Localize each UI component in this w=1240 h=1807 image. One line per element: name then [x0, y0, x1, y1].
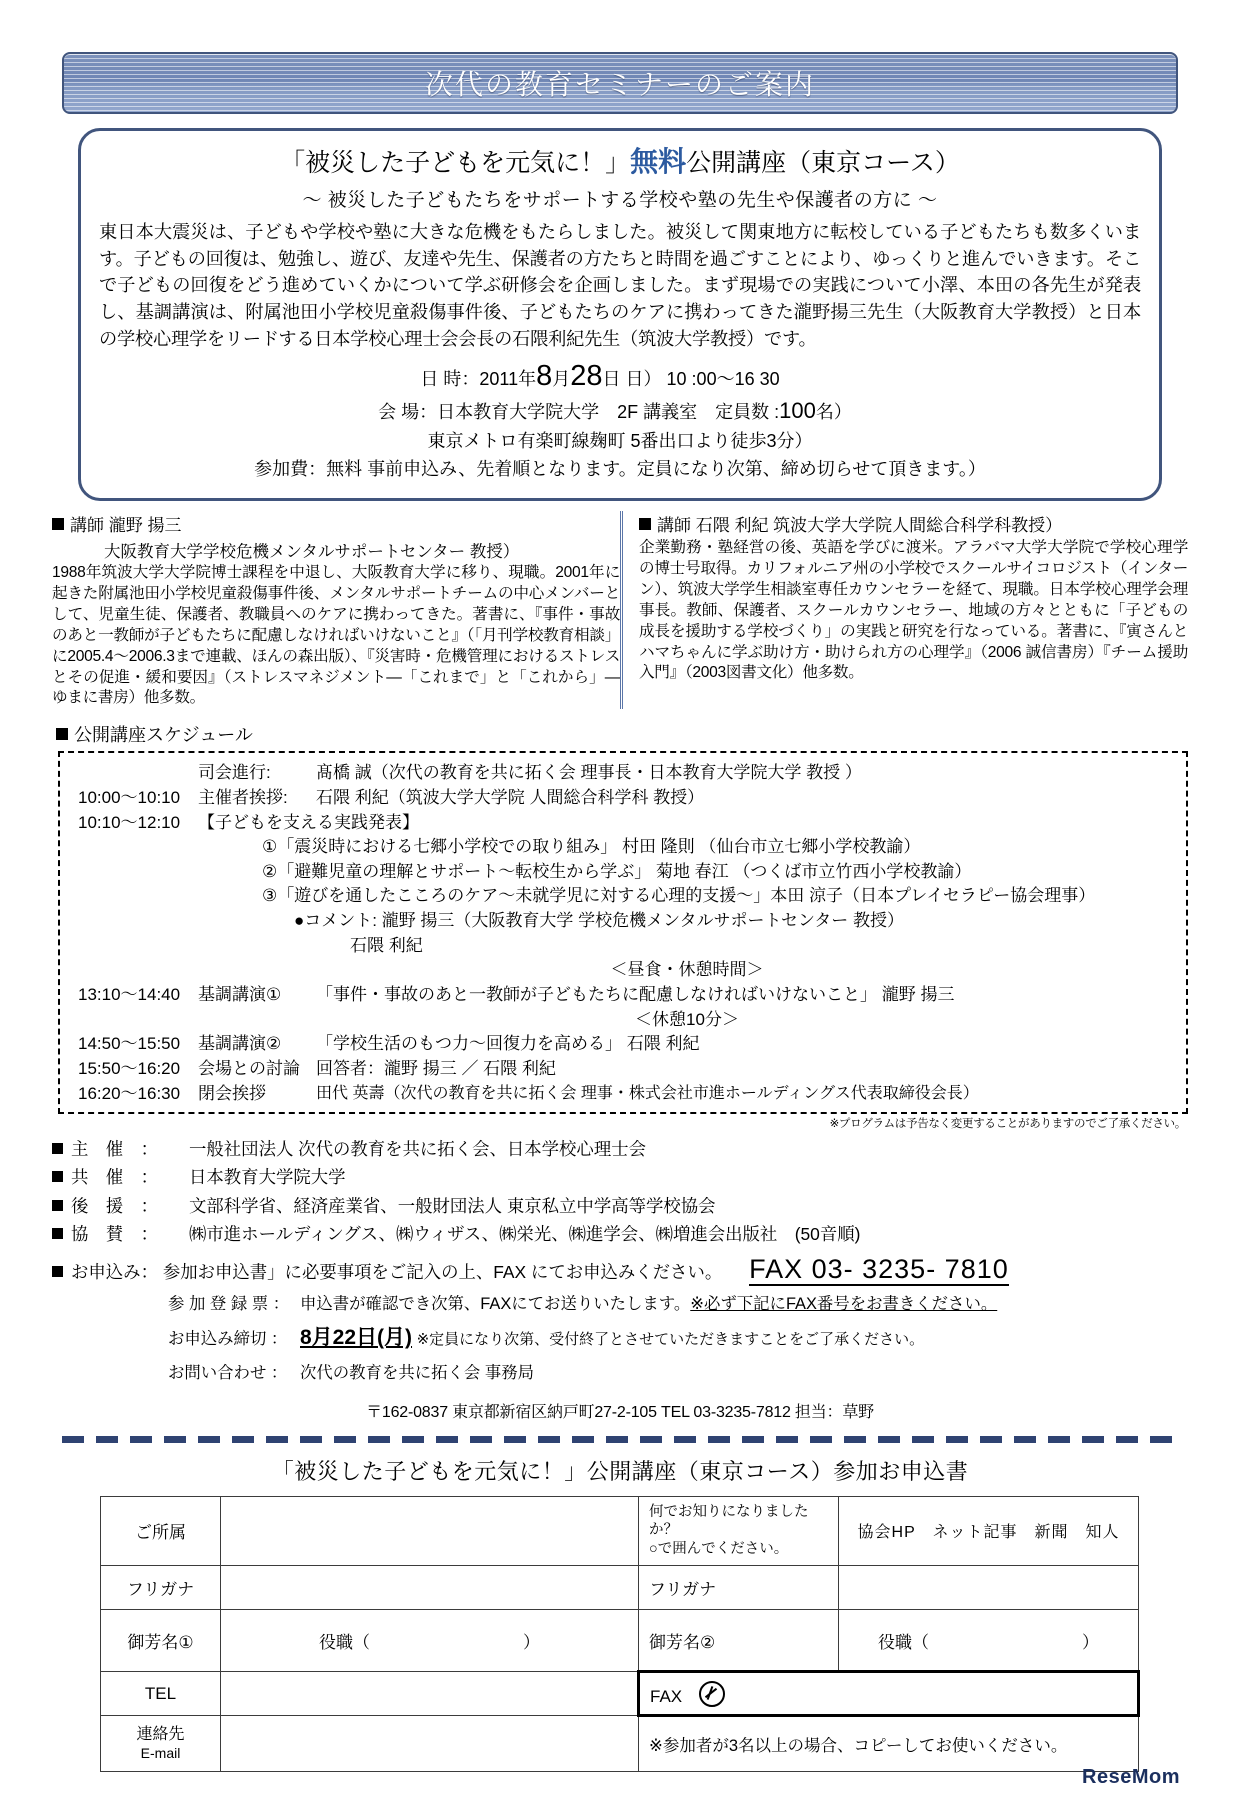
bullet-square-icon	[52, 518, 64, 530]
lecturer-profile-takino	[52, 511, 620, 709]
bullet-square-icon	[52, 1143, 63, 1154]
schedule-row	[70, 811, 1176, 836]
schedule-time	[70, 934, 198, 959]
form-input-affiliation[interactable]	[221, 1496, 639, 1566]
apply-heading	[52, 1254, 1240, 1285]
date-month: 8	[536, 360, 553, 393]
apply-row-key: お申込み締切 ：	[168, 1330, 288, 1349]
form-label-fax: FAX	[650, 1686, 683, 1706]
form-fax-cell[interactable]	[639, 1672, 1139, 1716]
schedule-time	[70, 909, 198, 934]
schedule-time: 13:10～14:40	[78, 985, 181, 1005]
form-label-contact-email	[101, 1716, 221, 1772]
lecturer-bio-takino: 1988年筑波大学大学院博士課程を中退し、大阪教育大学に移り、現職。2001年に起きた附属池田小学校児童殺傷事件後、メンタルサポートチームの中心メンバーとして、児童生徒、保護者、教職員へのケアに携わってきた。著書に、『事件・事故のあと一教師が子どもたちに配慮しなければいけないこと』（「月刊学校教育相談」に2005.4～2006.3まで連載、ほんの森出版）、『災害時・危機管理におけるストレスとその促進・緩和要因』（ストレスマネジメント―「これまで」と「これから」―ゆまに書房）他多数。	[52, 564, 620, 707]
logo-mom: Mom	[1131, 1766, 1180, 1788]
schedule-heading-label: 公開講座スケジュール	[74, 725, 253, 746]
schedule-footnote: ※プログラムは予告なく変更することがありますのでご了承ください。	[829, 1118, 1186, 1131]
form-label-contact-line2: E-mail	[140, 1744, 181, 1761]
schedule-desc: 石隈 利紀（筑波大学大学院 人間総合科学科 教授）	[316, 787, 705, 807]
form-question-line1: 何でお知りになりましたか？	[649, 1503, 809, 1539]
schedule-row	[70, 1057, 1176, 1082]
schedule-row	[70, 860, 1176, 885]
bullet-square-icon	[56, 728, 68, 740]
form-label-furigana-1: フリガナ	[101, 1566, 221, 1610]
free-badge: 無料	[630, 146, 687, 177]
schedule-desc: 髙橋 誠（次代の教育を共に拓く会 理事長・日本教育大学院大学 教授 ）	[316, 763, 862, 783]
lecturer-heading	[52, 511, 620, 536]
form-title: 「被災した子どもを元気に！」公開講座（東京コース）参加お申込書	[271, 1458, 969, 1484]
schedule-time: 10:00～10:10	[78, 787, 181, 807]
form-role-field-2[interactable]: 役職（ ）	[878, 1632, 1099, 1652]
schedule-desc: 回答者：瀧野 揚三 ／ 石隈 利紀	[316, 1058, 556, 1078]
table-row	[101, 1566, 1139, 1610]
seminar-title-post: 公開講座（東京コース）	[686, 149, 960, 177]
lecturer-heading	[639, 511, 1188, 536]
schedule-row	[70, 958, 1176, 983]
venue-capacity-unit: 名）	[815, 402, 852, 423]
schedule-desc: 「事件・事故のあと一教師が子どもたちに配慮しなければいけないこと」 瀧野 揚三	[316, 985, 955, 1005]
flyer-page	[0, 52, 1240, 1807]
schedule-time: 10:10～12:10	[78, 812, 181, 832]
schedule-row	[70, 1032, 1176, 1057]
sponsor-key: 協 賛 ：	[71, 1223, 158, 1244]
apply-text: 参加お申込書」に必要事項をご記入の上、FAX にてお申込みください。	[162, 1262, 723, 1282]
date-day-unit: 日	[602, 369, 621, 390]
sponsor-row-support	[52, 1192, 1240, 1220]
form-source-options[interactable]: 協会HP ネット記事 新聞 知人	[839, 1496, 1139, 1566]
date-month-unit: 月	[552, 369, 571, 390]
cut-line-divider	[62, 1436, 1178, 1443]
date-time: 10 :00～16 30	[666, 369, 780, 390]
venue-capacity: 100	[779, 398, 816, 424]
schedule-row	[70, 786, 1176, 811]
schedule-time: 14:50～15:50	[78, 1034, 181, 1054]
form-input-tel[interactable]	[221, 1672, 639, 1716]
apply-label: お申込み：	[71, 1262, 158, 1282]
apply-row-deadline	[168, 1319, 1240, 1358]
sponsor-key: 後 援 ：	[71, 1195, 158, 1216]
seminar-description: 東日本大震災は、子どもや学校や塾に大きな危機をもたらしました。被災して関東地方に転校している子どもたちも数多くいます。子どもの回復は、勉強し、遊び、友達や先生、保護者の方たちと時間を過ごすことにより、ゆっくりと進んでいきます。そこで子どもの回復をどう進めていくかについて学ぶ研修会を企画しました。まず現場での実践について小澤、本田の各先生が発表し、基調講演は、附属池田小学校児童殺傷事件後、子どもたちのケアに携わってきた瀧野揚三先生（大阪教育大学教授）と日本の学校心理学をリードする日本学校心理士会会長の石隈利紀先生（筑波大学教授）です。	[99, 221, 1141, 350]
sponsor-list	[52, 1135, 1240, 1248]
date-label: 日 時：	[420, 369, 480, 390]
sponsor-row-coorganizer	[52, 1163, 1240, 1191]
apply-deadline-date: 8月22日(月)	[300, 1326, 413, 1350]
form-question-line2: ○で囲んでください。	[649, 1541, 789, 1558]
sponsor-row-sponsor	[52, 1220, 1240, 1248]
schedule-label: 司会進行:	[198, 763, 271, 783]
table-row	[101, 1716, 1139, 1772]
bullet-square-icon	[52, 1228, 63, 1239]
schedule-time	[70, 761, 198, 786]
table-row	[101, 1496, 1139, 1566]
hero-box	[78, 128, 1162, 501]
lecturer-profiles	[52, 511, 1188, 709]
seminar-subtitle: ～ 被災した子どもたちをサポートする学校や塾の先生や保護者の方に ～	[302, 189, 938, 211]
schedule-time: 16:20～16:30	[78, 1083, 181, 1103]
apply-row-text: ※定員になり次第、受付終了とさせていただきますことをご了承ください。	[416, 1331, 925, 1349]
date-year: 2011年	[479, 369, 537, 390]
bullet-square-icon	[52, 1200, 63, 1211]
apply-row-contact	[168, 1358, 1240, 1388]
schedule-row	[70, 934, 1176, 959]
schedule-desc: 石隈 利紀	[350, 935, 423, 955]
lecturer-affiliation-takino: 大阪教育大学学校危機メンタルサポートセンター 教授）	[104, 543, 520, 562]
pen-circle-icon	[699, 1681, 725, 1707]
info-venue-line	[99, 394, 1141, 428]
form-role-field-1[interactable]: 役職（ ）	[319, 1633, 540, 1653]
apply-row-underlined: ※必ず下記にFAX番号をお書きください。	[690, 1295, 998, 1313]
schedule-heading	[56, 721, 1240, 747]
form-input-name-2[interactable]	[839, 1610, 1139, 1672]
form-label-name-2: 御芳名②	[639, 1610, 839, 1672]
venue-value: 日本教育大学院大学 2F 講義室 定員数 :	[437, 402, 780, 423]
form-label-affiliation: ご所属	[101, 1496, 221, 1566]
bullet-square-icon	[639, 518, 651, 530]
sponsor-value: 文部科学省、経済産業省、一般財団法人 東京私立中学高等学校協会	[189, 1195, 716, 1216]
lecturer-name-ishikuma: 講師 石隈 利紀 筑波大学大学院人間総合科学科教授）	[657, 516, 1063, 536]
seminar-title-pre: 「被災した子どもを元気に！」	[280, 149, 631, 177]
form-label-name-1: 御芳名①	[101, 1610, 221, 1672]
schedule-time: 15:50～16:20	[78, 1058, 181, 1078]
schedule-row	[70, 1008, 1176, 1033]
bullet-square-icon	[52, 1171, 63, 1182]
sponsor-key: 主 催 ：	[71, 1139, 158, 1160]
fax-number-highlight: FAX 03- 3235- 7810	[749, 1254, 1009, 1284]
schedule-time	[70, 835, 198, 860]
sponsor-value: 日本教育大学院大学	[189, 1167, 346, 1188]
schedule-label: 閉会挨拶	[198, 1083, 266, 1103]
bullet-square-icon	[52, 1266, 63, 1277]
header-banner	[62, 52, 1178, 114]
schedule-desc: 「学校生活のもつ力～回復力を高める」 石隈 利紀	[316, 1034, 700, 1054]
application-form-table	[100, 1496, 1140, 1773]
schedule-row	[70, 983, 1176, 1008]
schedule-desc: ＜昼食・休憩時間＞	[610, 960, 764, 980]
table-row	[101, 1672, 1139, 1716]
form-copy-note: ※参加者が3名以上の場合、コピーしてお使いください。	[639, 1716, 1139, 1772]
schedule-desc: ③「遊びを通したこころのケア～未就学児に対する心理的支援～」本田 涼子（日本プレイセラピー協会理事）	[262, 886, 1096, 906]
schedule-box	[58, 751, 1188, 1114]
apply-row-text: 次代の教育を共に拓く会 事務局	[300, 1364, 535, 1383]
apply-row-text: 申込書が確認でき次第、FAXにてお送りいたします。	[300, 1295, 691, 1313]
schedule-label: 主催者挨拶:	[198, 787, 288, 807]
form-label-tel: TEL	[101, 1672, 221, 1716]
page-title: 次代の教育セミナーのご案内	[424, 69, 815, 100]
apply-detail-rows	[168, 1289, 1240, 1389]
header-banner-wrap	[62, 52, 1178, 114]
schedule-desc: ＜休憩10分＞	[635, 1009, 739, 1029]
lecturer-name-takino: 講師 瀧野 揚三	[70, 516, 182, 536]
schedule-label: 会場との討論	[198, 1058, 300, 1078]
form-question-source	[639, 1496, 839, 1566]
venue-label: 会 場：	[378, 402, 438, 423]
schedule-time	[70, 1008, 198, 1033]
schedule-row	[70, 884, 1176, 909]
schedule-desc: ●コメント: 瀧野 揚三（大阪教育大学 学校危機メンタルサポートセンター 教授）	[294, 911, 905, 931]
resemom-logo	[1082, 1766, 1180, 1789]
info-fee-line: 参加費：無料 事前申込み、先着順となります。定員になり次第、締め切らせて頂きます。）	[254, 459, 986, 480]
sponsor-value: 一般社団法人 次代の教育を共に拓く会、日本学校心理士会	[189, 1139, 646, 1160]
date-day: 28	[570, 360, 603, 393]
schedule-desc: ①「震災時における七郷小学校での取り組み」 村田 隆則 （仙台市立七郷小学校教諭）	[262, 837, 921, 857]
schedule-desc: ②「避難児童の理解とサポート～転校生から学ぶ」 菊地 春江 （つくば市立竹西小学校教諭）	[262, 861, 972, 881]
form-input-furigana-1[interactable]	[221, 1566, 639, 1610]
lecturer-profile-ishikuma	[620, 511, 1188, 709]
lecturer-bio-ishikuma: 企業勤務・塾経営の後、英語を学びに渡米。アラバマ大学大学院で学校心理学の博士号取得。カリフォルニア州の小学校でスクールサイコロジスト（インターン）、筑波大学学生相談室専任カウンセラーを経て、現職。日本学校心理学会理事長。教師、保護者、スクールカウンセラー、地域の方々とともに「子どもの成長を援助する学校づくり」の実践と研究を行なっている。著書に、『寅さんとハマちゃんに学ぶ助け方・助けられ方の心理学』（2006 誠信書房）『チーム援助入門』（2003図書文化）他多数。	[639, 539, 1188, 682]
schedule-time	[70, 884, 198, 909]
info-access-line: 東京メトロ有楽町線麹町 5番出口より徒歩3分）	[427, 431, 813, 452]
schedule-label: 基調講演②	[198, 1034, 282, 1054]
seminar-info-block	[99, 360, 1141, 484]
schedule-row	[70, 761, 1176, 786]
form-input-name-1[interactable]	[221, 1610, 639, 1672]
office-address: 〒162-0837 東京都新宿区納戸町27-2-105 TEL 03-3235-7812 担当：草野	[366, 1403, 874, 1421]
schedule-time	[70, 860, 198, 885]
logo-rese: Rese	[1082, 1766, 1132, 1788]
schedule-desc: 田代 英壽（次代の教育を共に拓く会 理事・株式会社市進ホールディングス代表取締役会長）	[316, 1084, 979, 1102]
form-input-furigana-2[interactable]	[839, 1566, 1139, 1610]
info-date-line	[99, 360, 1141, 394]
sponsor-value: ㈱市進ホールディングス、㈱ウィザス、㈱栄光、㈱進学会、㈱増進会出版社 (50音順)	[189, 1223, 861, 1244]
apply-row-key: 参 加 登 録 票 ：	[168, 1295, 290, 1313]
schedule-row	[70, 835, 1176, 860]
form-label-contact-line1: 連絡先	[136, 1726, 185, 1744]
table-row	[101, 1610, 1139, 1672]
schedule-row	[70, 909, 1176, 934]
apply-row-key: お問い合わせ ：	[168, 1364, 288, 1383]
schedule-label: 基調講演①	[198, 985, 282, 1005]
schedule-row	[70, 1082, 1176, 1107]
schedule-desc: 【子どもを支える実践発表】	[198, 812, 419, 832]
sponsor-row-organizer	[52, 1135, 1240, 1163]
date-weekday: 日）	[625, 369, 662, 390]
schedule-time	[70, 958, 198, 983]
form-label-furigana-2: フリガナ	[639, 1566, 839, 1610]
apply-row-registration	[168, 1289, 1240, 1319]
seminar-title	[99, 145, 1141, 179]
form-input-email[interactable]	[221, 1716, 639, 1772]
sponsor-key: 共 催 ：	[71, 1167, 158, 1188]
